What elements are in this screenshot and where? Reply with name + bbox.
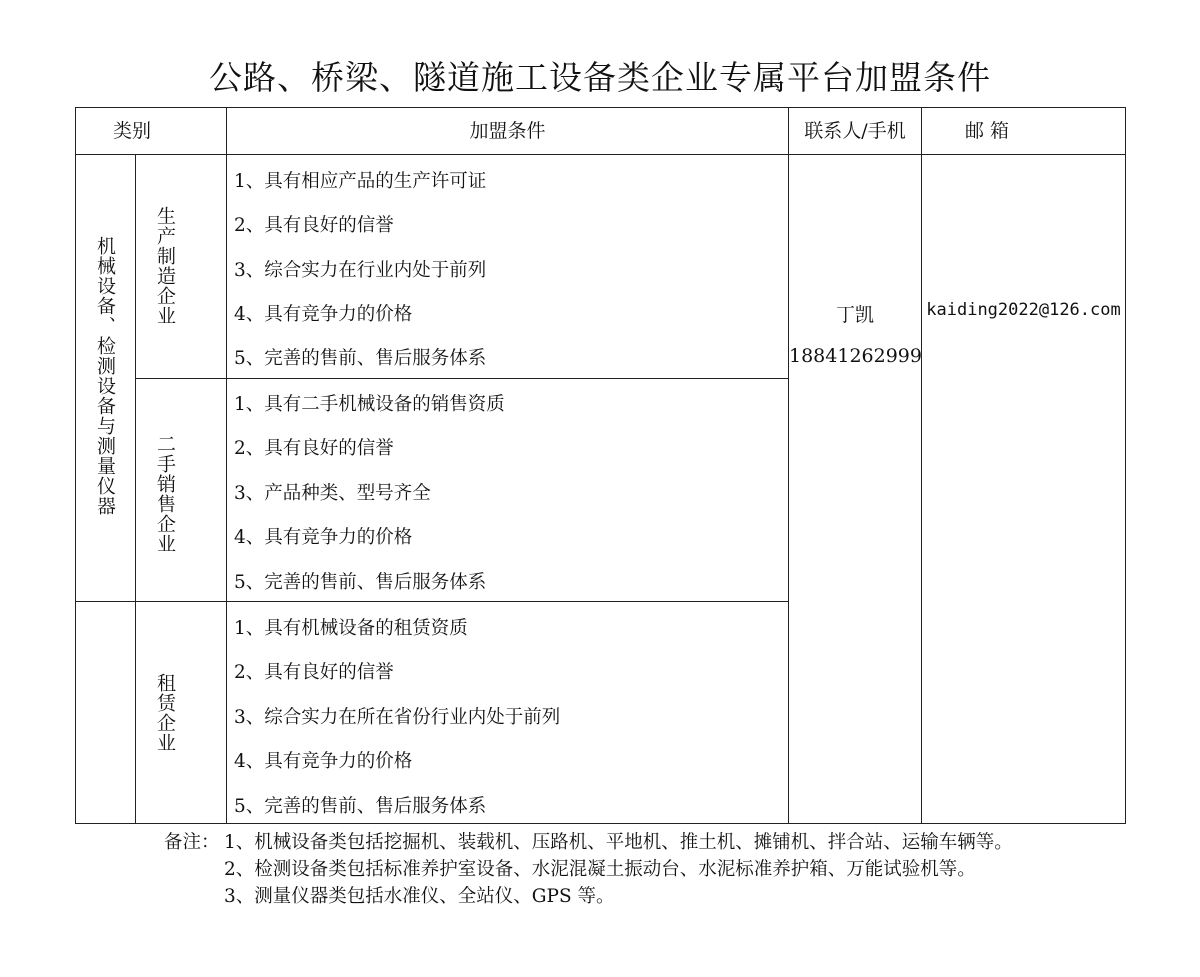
condition-item: 2、具有良好的信誉 <box>234 438 394 459</box>
section-label-manufacturing: 生产制造企业 <box>154 206 176 326</box>
header-contact: 联系人/手机 <box>804 120 906 142</box>
header-divider <box>76 154 1125 155</box>
row-divider-1 <box>135 378 788 379</box>
note-line: 1、机械设备类包括挖掘机、装载机、压路机、平地机、推土机、摊铺机、拌合站、运输车辆等。 <box>224 832 1013 853</box>
header-category: 类别 <box>112 120 151 142</box>
col-divider-group <box>135 154 136 824</box>
condition-item: 5、完善的售前、售后服务体系 <box>234 796 487 817</box>
col-divider-category <box>226 108 227 824</box>
contact-phone: 18841262999 <box>789 345 922 367</box>
condition-item: 5、完善的售前、售后服务体系 <box>234 572 487 593</box>
condition-item: 1、具有二手机械设备的销售资质 <box>234 394 505 415</box>
condition-item: 4、具有竞争力的价格 <box>234 304 413 325</box>
page-title: 公路、桥梁、隧道施工设备类企业专属平台加盟条件 <box>209 58 991 97</box>
condition-item: 3、产品种类、型号齐全 <box>234 483 431 504</box>
header-conditions: 加盟条件 <box>469 120 546 142</box>
condition-item: 4、具有竞争力的价格 <box>234 527 413 548</box>
conditions-table <box>75 107 1126 824</box>
col-divider-contact <box>921 108 922 824</box>
condition-item: 2、具有良好的信誉 <box>234 215 394 236</box>
condition-item: 1、具有相应产品的生产许可证 <box>234 171 487 192</box>
section-label-secondhand: 二手销售企业 <box>154 434 176 554</box>
col-divider-conditions <box>788 108 789 824</box>
row-divider-2 <box>76 601 788 602</box>
condition-item: 5、完善的售前、售后服务体系 <box>234 348 487 369</box>
contact-name: 丁凯 <box>835 304 874 326</box>
note-line: 3、测量仪器类包括水准仪、全站仪、GPS 等。 <box>224 886 615 907</box>
condition-item: 1、具有机械设备的租赁资质 <box>234 618 468 639</box>
note-line: 2、检测设备类包括标准养护室设备、水泥混凝土振动台、水泥标准养护箱、万能试验机等。 <box>224 859 976 880</box>
condition-item: 3、综合实力在行业内处于前列 <box>234 260 487 281</box>
section-label-rental: 租赁企业 <box>154 673 176 753</box>
notes-prefix: 备注： <box>164 832 220 853</box>
contact-email: kaiding2022@126.com <box>926 300 1121 320</box>
group-label: 机械设备、检测设备与测量仪器 <box>94 236 116 516</box>
condition-item: 3、综合实力在所在省份行业内处于前列 <box>234 707 561 728</box>
header-email: 邮 箱 <box>964 120 1010 142</box>
condition-item: 4、具有竞争力的价格 <box>234 751 413 772</box>
condition-item: 2、具有良好的信誉 <box>234 662 394 683</box>
